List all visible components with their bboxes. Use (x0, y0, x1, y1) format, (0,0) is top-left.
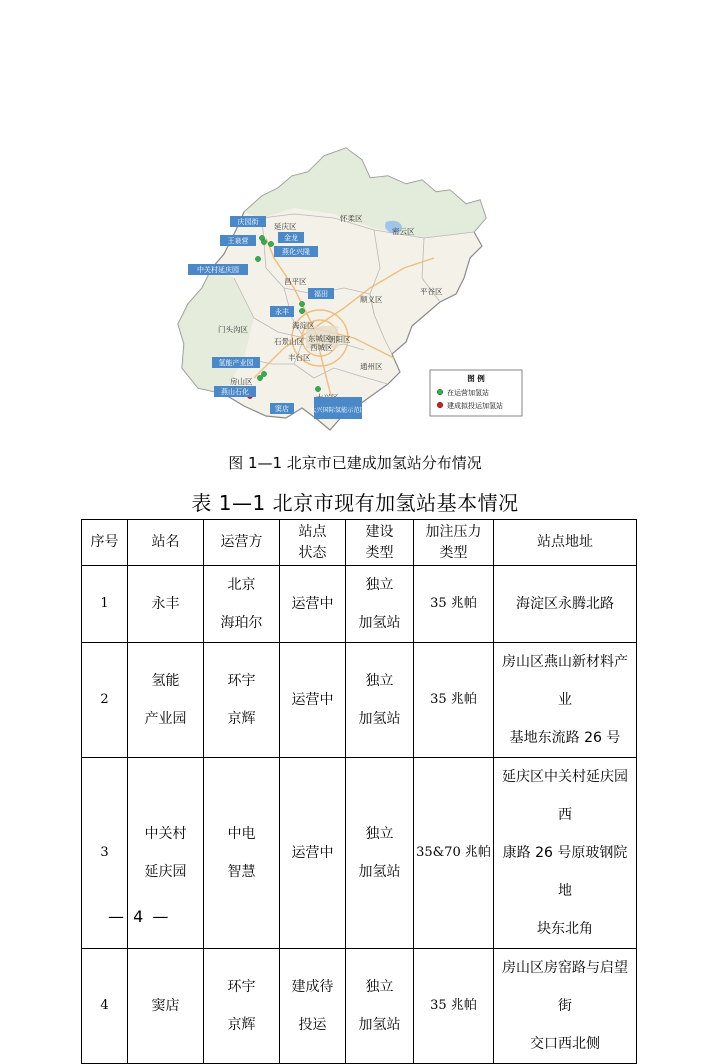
station-label: 王泉营 (227, 237, 249, 245)
district-label: 门头沟区 (218, 325, 248, 334)
station-label: 中关村延庆园 (197, 266, 239, 274)
status: 运营中 (280, 643, 346, 758)
district-label: 西城区 (310, 343, 333, 352)
district-label: 平谷区 (420, 287, 443, 296)
address: 海淀区永腾北路 (494, 566, 637, 643)
table-title: 表 1—1 北京市现有加氢站基本情况 (191, 491, 519, 515)
district-label: 怀柔区 (340, 214, 363, 223)
row-number: 4 (82, 949, 128, 1064)
address: 房山区燕山新材料产业 基地东流路 26 号 (494, 643, 637, 758)
build-type: 独立 加氢站 (346, 566, 414, 643)
operator: 环宇 京辉 (204, 949, 280, 1064)
page-number: — 4 — (108, 907, 171, 926)
map-legend (430, 370, 522, 416)
operator: 中电 智慧 (204, 758, 280, 949)
station-label: 窦店 (275, 405, 289, 413)
station-dot-operating (299, 308, 304, 313)
district-label: 朝阳区 (328, 335, 351, 344)
build-type: 独立 加氢站 (346, 643, 414, 758)
table-header-row (82, 520, 637, 566)
station-table (81, 519, 637, 1064)
header-cell: 运营方 (204, 520, 280, 566)
station-label: 庆园街 (237, 218, 259, 226)
district-label: 昌平区 (284, 277, 307, 286)
district-label: 海淀区 (292, 321, 315, 330)
station-dot-operating (261, 371, 266, 376)
build-type: 独立 加氢站 (346, 758, 414, 949)
operator: 北京 海珀尔 (204, 566, 280, 643)
header-cell: 加注压力 类型 (414, 520, 494, 566)
row-number: 3 (82, 758, 128, 949)
station-dot-operating (257, 375, 262, 380)
station-name: 氢能 产业园 (128, 643, 204, 758)
legend-planned-icon (437, 402, 443, 408)
operator: 环宇 京辉 (204, 643, 280, 758)
station-name: 永丰 (128, 566, 204, 643)
district-label: 延庆区 (274, 222, 297, 231)
legend-label: 建成拟投运加氢站 (447, 402, 503, 410)
address: 房山区房窑路与启望街 交口西北侧 (494, 949, 637, 1064)
district-label: 丰台区 (288, 353, 311, 362)
station-label: 永丰 (275, 308, 289, 316)
station-dot-operating (315, 386, 320, 391)
station-label: 燕化兴隆 (282, 248, 310, 256)
station-name: 窦店 (128, 949, 204, 1064)
table-row (82, 643, 637, 758)
station-label: 大兴国际氢能示范区 (310, 407, 366, 414)
header-cell: 站点 状态 (280, 520, 346, 566)
legend-label: 在运营加氢站 (447, 389, 489, 397)
pressure: 35 兆帕 (414, 949, 494, 1064)
station-label: 燕山石化 (221, 388, 249, 396)
station-label: 福田 (314, 290, 328, 298)
pressure: 35 兆帕 (414, 566, 494, 643)
legend-title: 图 例 (467, 374, 485, 383)
district-label: 顺义区 (360, 295, 383, 304)
status: 建成待 投运 (280, 949, 346, 1064)
station-label: 金龙 (284, 234, 298, 242)
build-type: 独立 加氢站 (346, 949, 414, 1064)
station-dot-operating (268, 241, 273, 246)
station-dot-operating (255, 256, 260, 261)
district-label: 东城区 (308, 334, 331, 343)
table-row (82, 566, 637, 643)
header-cell: 站点地址 (494, 520, 637, 566)
header-cell: 序号 (82, 520, 128, 566)
district-label: 房山区 (230, 377, 253, 386)
header-cell: 建设 类型 (346, 520, 414, 566)
status: 运营中 (280, 566, 346, 643)
station-name: 中关村 延庆园 (128, 758, 204, 949)
station-label: 氢能产业园 (218, 359, 254, 367)
status: 运营中 (280, 758, 346, 949)
district-label: 石景山区 (274, 337, 304, 346)
address: 延庆区中关村延庆园西 康路 26 号原玻钢院地 块东北角 (494, 758, 637, 949)
row-number: 1 (82, 566, 128, 643)
legend-operating-icon (437, 389, 443, 395)
row-number: 2 (82, 643, 128, 758)
district-label: 密云区 (392, 227, 415, 236)
table-row (82, 949, 637, 1064)
station-dot-operating (261, 239, 266, 244)
header-cell: 站名 (128, 520, 204, 566)
pressure: 35 兆帕 (414, 643, 494, 758)
station-dot-operating (299, 301, 304, 306)
district-label: 通州区 (360, 362, 383, 371)
pressure: 35&70 兆帕 (414, 758, 494, 949)
hydrogen-station-map (174, 118, 538, 438)
figure-caption: 图 1—1 北京市已建成加氢站分布情况 (228, 454, 482, 472)
